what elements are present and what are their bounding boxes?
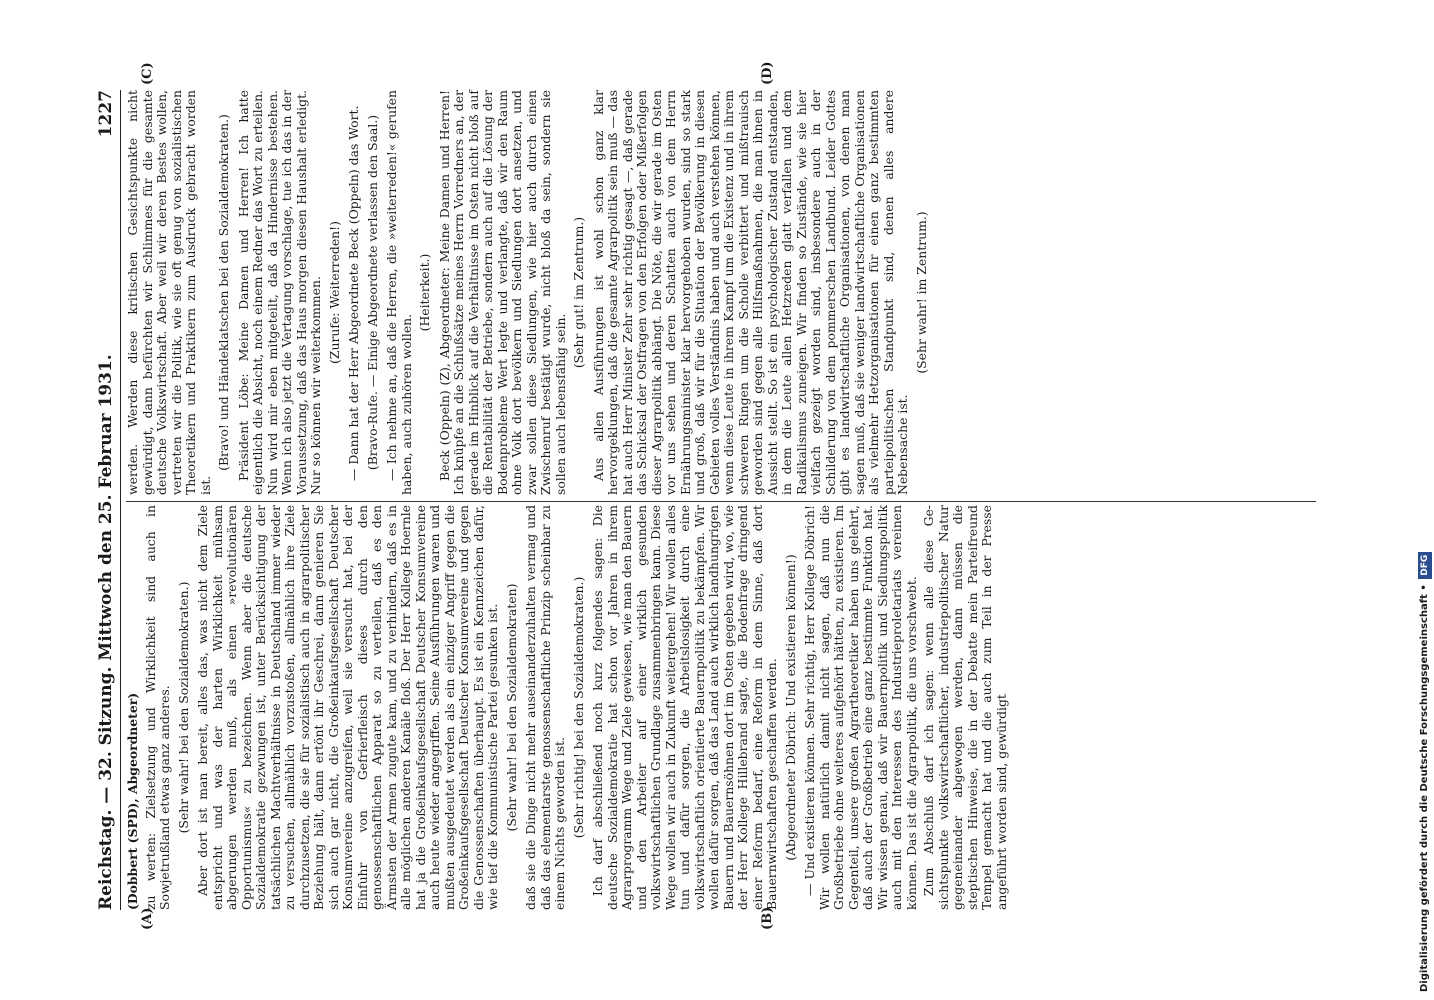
paragraph: zu werten: Zielsetzung und Wirklichkeit sind auch in Sowjetrußland etwas ganz anderes. — [142, 505, 172, 910]
interjection: (Abgeordneter Döbrich: Und existieren können!) — [782, 554, 798, 861]
interjection: (Sehr richtig! bei den Sozialdemokraten.) — [570, 576, 586, 839]
paragraph: Zum Abschluß darf ich sagen: wenn alle diese Gesichtspunkte volkswirtschaftlicher, industriepolitischer Natur gegeneinander abgewogen werden, dann müssen die steptischen Hinweise, die in der Debatte mein Parteifreund Tempel gemacht hat und die auch zum Teil in der Presse angeführt worden sind, gewürdigt — [921, 505, 1009, 910]
left-column — [126, 505, 1012, 910]
sidebar-credit-text: Digitalisierung gefördert durch die Deutsche Forschungsgemeinschaft • — [1419, 584, 1430, 992]
sidebar-credit — [1415, 0, 1434, 1000]
paragraph: — Dann hat der Herr Abgeordnete Beck (Oppeln) das Wort. — [346, 105, 361, 481]
interjection: (Sehr gut! im Zentrum.) — [571, 216, 586, 369]
interjection: (Bravo! und Händeklatschen bei den Sozialdemokraten.) — [216, 114, 231, 471]
paragraph: Aber dort ist man bereit, alles das, was nicht dem Ziele entspricht und was der harten Wirklichkeit mühsam abgerungen werden muß, als einen »revolutionären Opportunismus« zu bezeichnen. Wenn aber die deutsche Sozialdemokratie gezwungen ist, unter Berücksichtigung der tatsächlichen Machtverhältnisse in Deutschland immer wieder zu versuchen, allmählich vorzustoßen, allmählich ihre Ziele durchzusetzen, die sie für sozialistisch auch in agrarpolitischer Beziehung hält, dann ertönt ihr Geschrei, dann genieren Sie sich auch gar nicht, die Großeinkaufsgesellschaft Deutscher Konsumvereine anzugreifen, weil sie versucht hat, bei der Einfuhr von Gefrierfleisch dieses durch den genossenschaftlichen Apparat so zu verteilen, daß es den Ärmsten der Armen zugute kam, und zu verhindern, daß es in alle möglichen anderen Kanäle floß. Der Herr Kollege Hoernle hat ja die Großeinkaufsgesellschaft Deutscher Konsumvereine auch heute wieder angegriffen. Seine Ausführungen waren und mußten ausgedeutet werden als ein einziger Angriff gegen die Großeinkaufsgesellschaft Deutscher Konsumvereine und gegen die Genossenschaften überhaupt. Es ist ein Kennzeichen dafür, wie tief die Kommunistische Partei gesunken ist. — [195, 505, 500, 910]
margin-marker-a: (A) — [140, 907, 155, 930]
paragraph: Präsident Löbe: Meine Damen und Herren! Ich hatte eigentlich die Absicht, noch einem Redner das Wort zu erteilen. Nun wird mir eben mitgeteilt, daß da Hindernisse bestehen. Wenn ich also jetzt die Vertagung vorschlage, tue ich das in der Voraussetzung, daß das Haus morgen diesen Haushalt erledigt. Nur so können wir weiterkommen. — [235, 90, 323, 495]
interjection: (Sehr wahr! im Zentrum.) — [913, 211, 929, 374]
digitization-sidebar — [1415, 0, 1434, 1000]
paragraph: Beck (Oppeln) (Z), Abgeordneter: Meine Damen und Herren! Ich knüpfe an die Schlußsätze meines Herrn Vorredners an, der gerade im Hinblick auf die Verhältnisse im Osten nicht bloß auf die Rentabilität der Betriebe, sondern auch auf die Lösung der Bodenprobleme Wert legte und verlangte, daß wir den Raum ohne Volk dort bevölkern und Siedlungen dort ansetzen, und zwar sollen diese Siedlungen, wie hier auch durch einen Zwischenruf bestätigt wurde, nicht bloß da sein, sondern sie sollen auch lebensfähig sein. — [436, 90, 568, 495]
interjection: (Heiterkeit.) — [417, 253, 432, 332]
page-header — [96, 90, 121, 910]
margin-marker-b: (B) — [760, 906, 775, 930]
paragraph: — Ich nehme an, daß die Herren, die »weiterreden!« gerufen haben, auch zuhören wollen. — [384, 90, 414, 495]
interjection: (Sehr wahr! bei den Sozialdemokraten) — [503, 583, 519, 832]
interjection: (Zurufe: Weiterreden!) — [326, 221, 342, 364]
paragraph: werden. Werden diese kritischen Gesichtspunkte nicht gewürdigt, dann befürchten wir Schlimmes für die gesamte deutsche Volkswirtschaft. Aber weil wir deren Bestes wollen, vertreten wir die Politik, wie sie oft genug von sozialistischen Theoretikern und Praktikern zum Ausdruck gebracht worden ist. — [125, 90, 213, 495]
speaker-line: (Dobbert (SPD), Abgeordneter) — [125, 692, 140, 910]
paragraph: — Und existieren können. Sehr richtig, Herr Kollege Döbrich! Wir wollen natürlich damit nicht sagen, daß nun die Großbetriebe ohne weiteres aufgehört hätten, zu existieren. Im Gegenteil, unsere großen Agrartheoretiker haben uns gelehrt, daß auch der Großbetrieb eine ganz bestimmte Funktion hat. Wir wissen genau, daß wir Bauernpolitik und Siedlungspolitik auch mit den Interessen des Industrieproletariats vereinen können. Das ist die Agrarpolitik, die uns vorschwebt. — [802, 505, 919, 910]
interjection: (Sehr wahr! bei den Sozialdemokraten.) — [175, 581, 191, 834]
paragraph: Aus allen Ausführungen ist wohl schon ganz klar hervorgeklungen, daß die gesamte Agrarpolitik sein muß — das hat auch Herr Minister Zehr sehr richtig gesagt —, daß gerade das Schicksal der Ostfragen von den Erfolgen oder Mißerfolgen dieser Agrarpolitik abhängt. Die Nöte, die wir gerade im Osten vor uns sehen und deren Schatten auch von dem Herrn Ernährungsminister klar hervorgehoben wurden, sind so stark und groß, daß wir für die Situation der Bevölkerung in diesen Gebieten volles Verständnis haben und auch verstehen können, wenn diese Leute in ihrem Kampf um die Existenz und in ihrem schweren Ringen um die Scholle verbittert und mißtrauisch geworden sind gegen alle Hilfsmaßnahmen, die man ihnen in Aussicht stellt. So ist ein psychologischer Zustand entstanden, in dem die Leute allen Hetzreden glatt verfallen und dem Radikalismus zuneigen. Wir finden so Zustände, wie sie hier vielfach gezeigt worden sind, insbesondere auch in der Schilderung von dem pommerschen Landbund. Leider Gottes gibt es landwirtschaftliche Organisationen, von denen man sagen muß, daß sie weniger landwirtschaftliche Organisationen als vielmehr Hetzorganisationen für einen ganz bestimmten parteipolitischen Standpunkt sind, denen alles andere Nebensache ist. — [590, 90, 910, 495]
paragraph: daß sie die Dinge nicht mehr auseinanderzuhalten vermag und daß das elementarste genossenschaftliche Prinzip scheinbar zu einem Nichts geworden ist. — [523, 505, 567, 910]
dfg-logo-icon: DFG — [1418, 552, 1432, 579]
paragraph: Ich darf abschließend noch kurz folgendes sagen: Die deutsche Sozialdemokratie hat schon vor Jahren in ihrem Agrarprogramm Wege und Ziele gewiesen, wie man den Bauern und den Arbeiter auf einer wirklich gesunden volkswirtschaftlichen Grundlage zusammenbringen kann. Diese Wege wollen wir auch in Zukunft weitergehen! Wir wollen alles tun und dafür sorgen, die Arbeitslosigkeit durch eine volkswirtschaftlich orientierte Bauernpolitik zu bekämpfen. Wir wollen dafür sorgen, daß das Land auch wirklich landhungrigen Bauern und Bauernsöhnen dort im Osten gegeben wird, wo, wie der Herr Kollege Hillebrand sagte, die Bodenfrage dringend einer Reform bedarf, eine Reform in dem Sinne, daß dort Bauernwirtschaften geschaffen werden. — [590, 505, 779, 910]
column-divider — [126, 501, 1316, 502]
right-column — [126, 90, 934, 495]
interjection: (Bravo-Rufe. — Einige Abgeordnete verlassen den Saal.) — [364, 114, 380, 471]
header-title: Reichstag. — 32. Sitzung. Mittwoch den 25. Februar 1931. — [96, 354, 116, 910]
page-number: 1227 — [96, 90, 116, 138]
margin-marker-d: (D) — [760, 61, 775, 85]
margin-marker-c: (C) — [140, 62, 155, 85]
